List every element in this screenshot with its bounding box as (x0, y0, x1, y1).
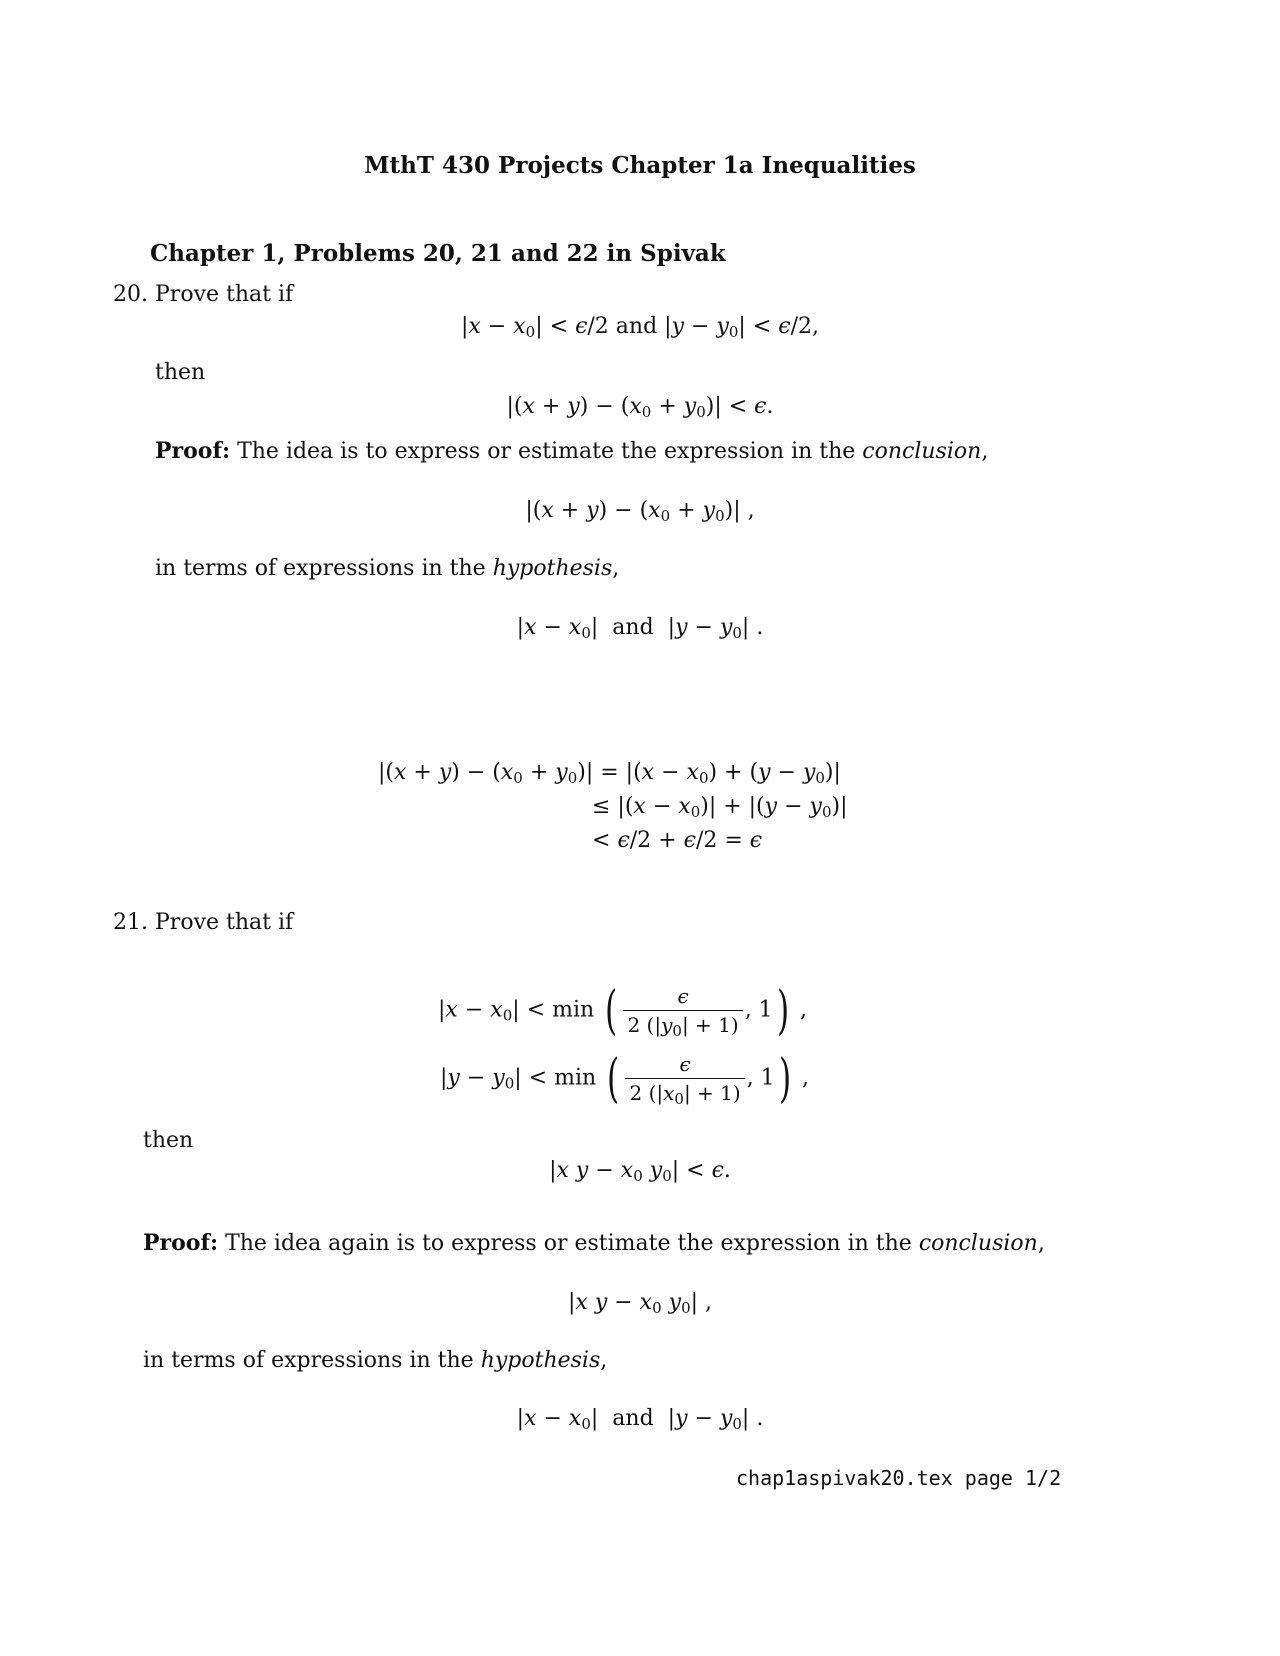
p20-hypothesis-eq: $|x - x_0| < \epsilon/2$ and $|y - y_0| < \epsilon/2$, (460, 314, 819, 341)
and-word: and (615, 314, 658, 339)
problem-number: 20. (113, 282, 148, 307)
proof-label: Proof: (143, 1230, 219, 1256)
problem-21-intro (113, 910, 293, 935)
page-title: MthT 430 Projects Chapter 1a Inequalities (364, 152, 916, 179)
conclusion-word: conclusion (862, 439, 982, 464)
p21-terms-line: in terms of expressions in the hypothesis, (143, 1348, 608, 1373)
min-word: min (554, 1065, 597, 1091)
hypothesis-word: hypothesis (492, 556, 613, 581)
problem-intro-text: Prove that if (155, 282, 294, 307)
proof-text: The idea is to express or estimate the expression in the (237, 439, 856, 464)
terms-text: in terms of expressions in the (155, 556, 486, 581)
terms-text: in terms of expressions in the (143, 1348, 474, 1373)
proof-label: Proof: (155, 438, 231, 464)
page-footer: chap1aspivak20.tex page 1/2 (736, 1466, 1062, 1490)
conclusion-word: conclusion (918, 1231, 1038, 1256)
p20-terms-line: in terms of expressions in the hypothesis, (155, 556, 620, 581)
min-word: min (552, 997, 595, 1023)
p20-hypothesis-expr: $|x - x_0|$ and $|y - y_0|$ . (516, 615, 764, 642)
p20-then: then (155, 360, 206, 385)
p20-derivation-line-1: $|(x + y) - (x_0 + y_0)| = |(x - x_0) + (y - y_0)|$ (378, 760, 841, 787)
p21-hypothesis-expr: $|x - x_0|$ and $|y - y_0|$ . (516, 1406, 764, 1433)
p20-conclusion-eq: $|(x + y) - (x_0 + y_0)| < \epsilon$. (506, 394, 774, 421)
p20-conclusion-expr: $|(x + y) - (x_0 + y_0)|$ , (525, 498, 755, 525)
proof-text: The idea again is to express or estimate the expression in the (225, 1231, 912, 1256)
p20-derivation-line-2: ≤ $|(x - x_0)| + |(y - y_0)|$ (592, 794, 848, 821)
p21-then: then (143, 1128, 194, 1153)
hypothesis-word: hypothesis (480, 1348, 601, 1373)
p21-conclusion-eq: |x $y - x_0$ $y_0| < \epsilon$. (549, 1158, 731, 1185)
and-word: and (612, 1406, 654, 1431)
problem-intro-text: Prove that if (155, 910, 294, 935)
and-word: and (612, 615, 654, 640)
p20-derivation-line-3: < ϵ/2 + ϵ/2 = ϵ (592, 828, 763, 853)
problem-number: 21. (113, 910, 148, 935)
section-heading: Chapter 1, Problems 20, 21 and 22 in Spivak (150, 240, 726, 267)
p21-conclusion-expr: |x $y - x_0$ $y_0|$ , (567, 1290, 713, 1317)
p21-hypothesis-y: $|y - y_0| < \min$ ( $\frac{\epsilon}{2 (|x_0| + 1)}$ , 1) , (440, 1048, 809, 1109)
p21-proof-line: Proof: The idea again is to express or estimate the expression in the conclusion, (143, 1230, 1045, 1256)
p21-hypothesis-x: $|x - x_0| < \min$ ( $\frac{\epsilon}{2 (|y_0| + 1)}$ , 1) , (438, 980, 807, 1041)
p20-proof-line: Proof: The idea is to express or estimate the expression in the conclusion, (155, 438, 989, 464)
problem-20-intro (113, 282, 293, 307)
